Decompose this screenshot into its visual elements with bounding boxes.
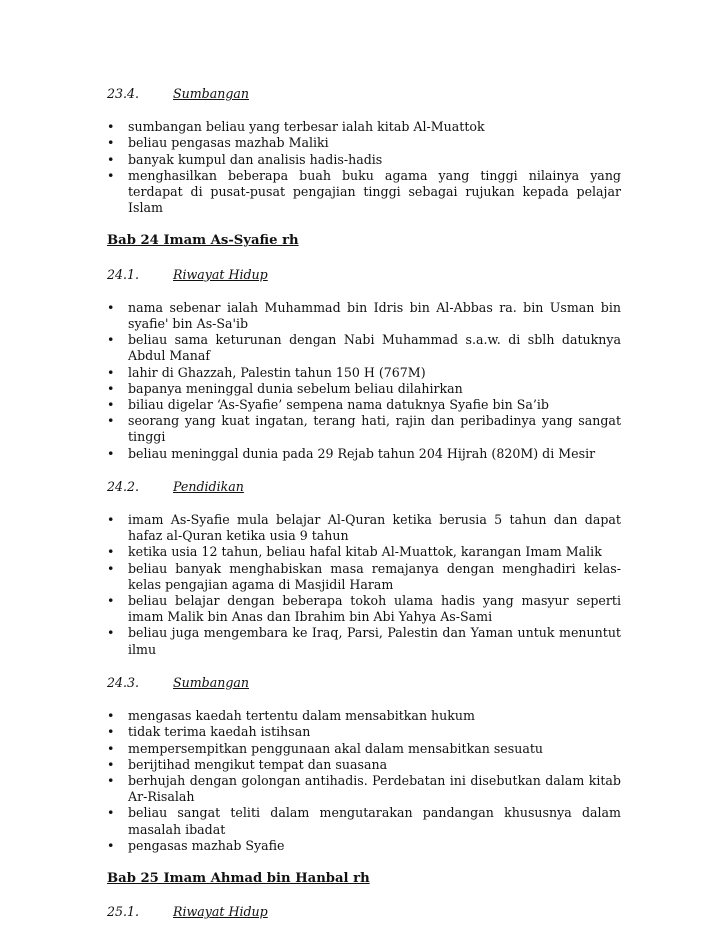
list-item: • beliau pengasas mazhab Maliki [107, 135, 621, 151]
bullet-list-sumbangan-maliki [107, 119, 621, 216]
document-content [107, 86, 621, 937]
list-item: • banyak kumpul dan analisis hadis-hadis [107, 152, 621, 168]
section-title: Riwayat Hidup [173, 266, 268, 282]
section-number: 24.3. [107, 674, 140, 690]
list-item: • beliau sama keturunan dengan Nabi Muhammad s.a.w. di sblh datuknya Abdul Manaf [107, 332, 621, 364]
section-number: 24.2. [107, 478, 140, 494]
list-item: • nama sebenar ialah Muhammad bin Idris bin Al-Abbas ra. bin Usman bin syafie' bin As-Sa'ib [107, 300, 621, 332]
list-item: • bapanya meninggal dunia sebelum beliau dilahirkan [107, 381, 621, 397]
list-item: • tidak terima kaedah istihsan [107, 724, 621, 740]
section-heading-24-1 [107, 267, 621, 283]
section-title: Pendidikan [173, 478, 244, 494]
list-item: • imam As-Syafie mula belajar Al-Quran ketika berusia 5 tahun dan dapat hafaz al-Quran ketika usia 9 tahun [107, 512, 621, 544]
section-heading-23-4 [107, 86, 621, 102]
list-item: • lahir di Ghazzah, Palestin tahun 150 H (767M) [107, 365, 621, 381]
bullet-list-pendidikan [107, 512, 621, 658]
list-item: • pengasas mazhab Syafie [107, 838, 621, 854]
list-item: • berhujah dengan golongan antihadis. Perdebatan ini disebutkan dalam kitab Ar-Risalah [107, 773, 621, 805]
list-item: • beliau belajar dengan beberapa tokoh ulama hadis yang masyur seperti imam Malik bin Anas dan Ibrahim bin Abi Yahya As-Sami [107, 593, 621, 625]
chapter-heading-bab-24: Bab 24 Imam As-Syafie rh [107, 233, 299, 249]
chapter-heading-bab-25: Bab 25 Imam Ahmad bin Hanbal rh [107, 870, 370, 886]
section-title: Sumbangan [173, 86, 250, 101]
list-item: • mempersempitkan penggunaan akal dalam mensabitkan sesuatu [107, 741, 621, 757]
section-number: 25.1. [107, 904, 140, 920]
list-item: • seorang yang kuat ingatan, terang hati, rajin dan peribadinya yang sangat tinggi [107, 413, 621, 445]
section-number: 23.4. [107, 86, 140, 101]
list-item: • mengasas kaedah tertentu dalam mensabitkan hukum [107, 708, 621, 724]
list-item: • sumbangan beliau yang terbesar ialah kitab Al-Muattok [107, 119, 621, 135]
list-item: • ketika usia 12 tahun, beliau hafal kitab Al-Muattok, karangan Imam Malik [107, 544, 621, 560]
section-heading-25-1 [107, 904, 621, 920]
list-item: • menghasilkan beberapa buah buku agama yang tinggi nilainya yang terdapat di pusat-pusat pengajian tinggi sebagai rujukan kepada pelajar Islam [107, 168, 621, 217]
section-title: Sumbangan [173, 674, 250, 690]
list-item: • biliau digelar ‘As-Syafie’ sempena nama datuknya Syafie bin Sa’ib [107, 397, 621, 413]
list-item: • beliau juga mengembara ke Iraq, Parsi, Palestin dan Yaman untuk menuntut ilmu [107, 625, 621, 657]
list-item: • beliau meninggal dunia pada 29 Rejab tahun 204 Hijrah (820M) di Mesir [107, 446, 621, 462]
section-title: Riwayat Hidup [173, 904, 268, 920]
section-heading-24-3 [107, 675, 621, 691]
bullet-list-riwayat-hidup [107, 300, 621, 462]
section-heading-24-2 [107, 479, 621, 495]
section-number: 24.1. [107, 266, 140, 282]
list-item: • beliau banyak menghabiskan masa remajanya dengan menghadiri kelas-kelas pengajian agama di Masjidil Haram [107, 561, 621, 593]
bullet-list-sumbangan-syafie [107, 708, 621, 854]
list-item: • beliau sangat teliti dalam mengutarakan pandangan khususnya dalam masalah ibadat [107, 805, 621, 837]
list-item: • berijtihad mengikut tempat dan suasana [107, 757, 621, 773]
